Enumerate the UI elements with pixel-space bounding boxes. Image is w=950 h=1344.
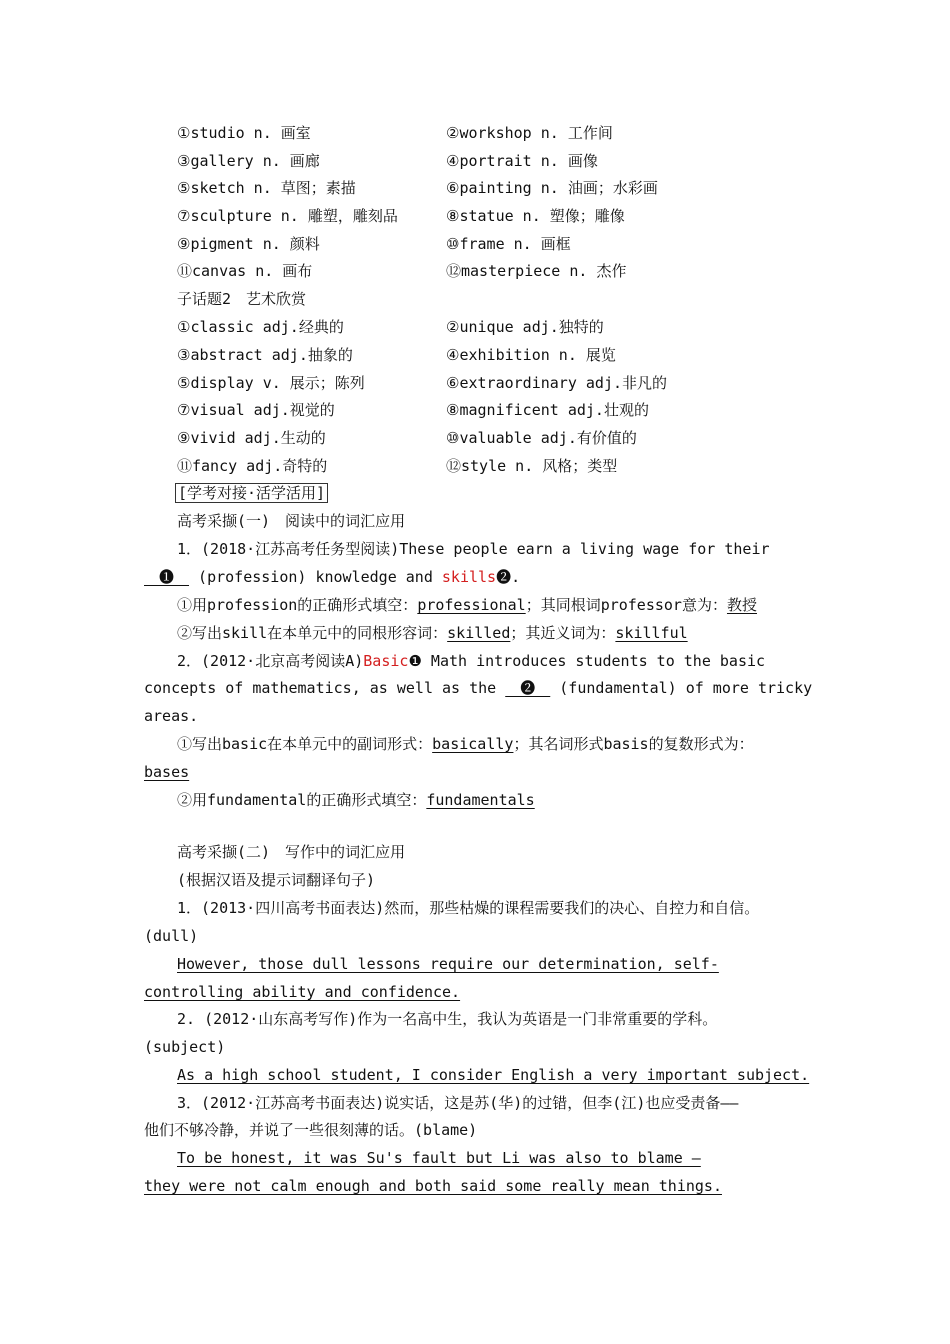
q1-sub2-prompt: ②写出skill在本单元中的同根形容词： — [177, 624, 448, 642]
vocab-item: ⑦sculpture n. 雕塑，雕刻品 — [177, 207, 398, 225]
section-box-label — [175, 482, 328, 504]
vocab-item: ⑫style n. 风格；类型 — [446, 457, 618, 475]
q2-line3: areas. — [144, 707, 199, 725]
highlight-basic: Basic — [363, 652, 409, 670]
q2-line1-rest: ❶ Math introduces students to the basic — [408, 652, 766, 670]
vocab-item: ⑧magnificent adj.壮观的 — [446, 401, 649, 419]
vocab-item: ⑫masterpiece n. 杰作 — [446, 262, 627, 280]
q2-source: 2．(2012·北京高考阅读A) — [177, 652, 364, 670]
answer: skilled — [447, 624, 511, 642]
q2-line2 — [144, 677, 812, 699]
w2-hint: (subject) — [144, 1038, 226, 1056]
vocab-item: ④exhibition n. 展览 — [446, 346, 616, 364]
vocab-item: ⑪fancy adj.奇特的 — [177, 457, 328, 475]
q1-sub1-mid: ；其同根词professor意为： — [525, 596, 727, 614]
answer: 教授 — [726, 596, 757, 614]
section-box: [学考对接·活学活用] — [175, 483, 328, 503]
q1-sub2-mid: ；其近义词为： — [510, 624, 616, 642]
blank-1: ❶ — [144, 568, 190, 586]
vocab-item: ⑩frame n. 画框 — [446, 235, 571, 253]
q2-line1 — [177, 650, 765, 672]
q2-line2-end: (fundamental) of more tricky — [559, 679, 813, 697]
highlight-skills: skills — [441, 568, 497, 586]
vocab-item: ⑨pigment n. 颜料 — [177, 235, 320, 253]
vocab-item: ⑧statue n. 塑像；雕像 — [446, 207, 625, 225]
q2-sub2 — [177, 789, 535, 811]
q2-sub2-prompt: ②用fundamental的正确形式填空： — [177, 791, 427, 809]
q1-sub1 — [177, 594, 757, 616]
part2-title: 高考采撷(二) 写作中的词汇应用 — [177, 843, 406, 861]
vocab-item: ②unique adj.独特的 — [446, 318, 604, 336]
vocab-item: ②workshop n. 工作间 — [446, 124, 613, 142]
w1-answer-line1: However, those dull lessons require our determination, self- — [177, 955, 719, 973]
vocab-item: ⑩valuable adj.有价值的 — [446, 429, 637, 447]
w1-hint: (dull) — [144, 927, 199, 945]
w1-question: 1．(2013·四川高考书面表达)然而，那些枯燥的课程需要我们的决心、自控力和自信。 — [177, 899, 760, 917]
answer: skillful — [615, 624, 688, 642]
w3-question-line1: 3．(2012·江苏高考书面表达)说实话，这是苏(华)的过错，但李(江)也应受责备—— — [177, 1094, 739, 1112]
vocab-item: ⑤display v. 展示；陈列 — [177, 374, 365, 392]
vocab-item: ⑪canvas n. 画布 — [177, 262, 313, 280]
q1-line2 — [144, 566, 520, 588]
vocab-item: ⑦visual adj.视觉的 — [177, 401, 335, 419]
answer: basically — [432, 735, 514, 753]
w3-answer-line1: To be honest, it was Su's fault but Li was also to blame — — [177, 1149, 701, 1167]
part2-instructions: (根据汉语及提示词翻译句子) — [177, 871, 376, 889]
q1-after: (profession) knowledge and — [189, 568, 442, 586]
vocab-item: ⑥extraordinary adj.非凡的 — [446, 374, 668, 392]
marker-2: ❷. — [496, 568, 521, 586]
w1-answer-line2: controlling ability and confidence. — [144, 983, 461, 1001]
q2-line2-start: concepts of mathematics, as well as the — [144, 679, 497, 697]
q1-sub1-prompt: ①用profession的正确形式填空： — [177, 596, 418, 614]
q2-sub1 — [177, 733, 754, 755]
q2-sub1-mid: ；其名词形式basis的复数形式为： — [513, 735, 754, 753]
w2-answer: As a high school student, I consider English a very important subject. — [177, 1066, 810, 1084]
w3-question-line2: 他们不够冷静，并说了一些很刻薄的话。(blame) — [144, 1121, 478, 1139]
answer: bases — [144, 763, 190, 781]
q2-sub1-prompt: ①写出basic在本单元中的副词形式： — [177, 735, 433, 753]
w2-question: 2. (2012·山东高考写作)作为一名高中生，我认为英语是一门非常重要的学科。 — [177, 1010, 718, 1028]
answer: fundamentals — [426, 791, 535, 809]
vocab-item: ③abstract adj.抽象的 — [177, 346, 353, 364]
w3-answer-line2: they were not calm enough and both said some really mean things. — [144, 1177, 722, 1195]
answer: professional — [417, 596, 526, 614]
vocab-item: ①classic adj.经典的 — [177, 318, 344, 336]
part1-title: 高考采撷(一) 阅读中的词汇应用 — [177, 512, 406, 530]
q1-sub2 — [177, 622, 688, 644]
q2-sub1-cont — [144, 761, 189, 783]
q1-line1: 1．(2018·江苏高考任务型阅读)These people earn a living wage for their — [177, 540, 770, 558]
vocab-item: ③gallery n. 画廊 — [177, 152, 320, 170]
blank-2: ❷ — [505, 679, 551, 697]
subtopic-heading: 子话题2 艺术欣赏 — [177, 290, 307, 308]
vocab-item: ⑤sketch n. 草图；素描 — [177, 179, 356, 197]
vocab-item: ⑨vivid adj.生动的 — [177, 429, 326, 447]
vocab-item: ①studio n. 画室 — [177, 124, 311, 142]
vocab-item: ⑥painting n. 油画；水彩画 — [446, 179, 658, 197]
vocab-item: ④portrait n. 画像 — [446, 152, 598, 170]
